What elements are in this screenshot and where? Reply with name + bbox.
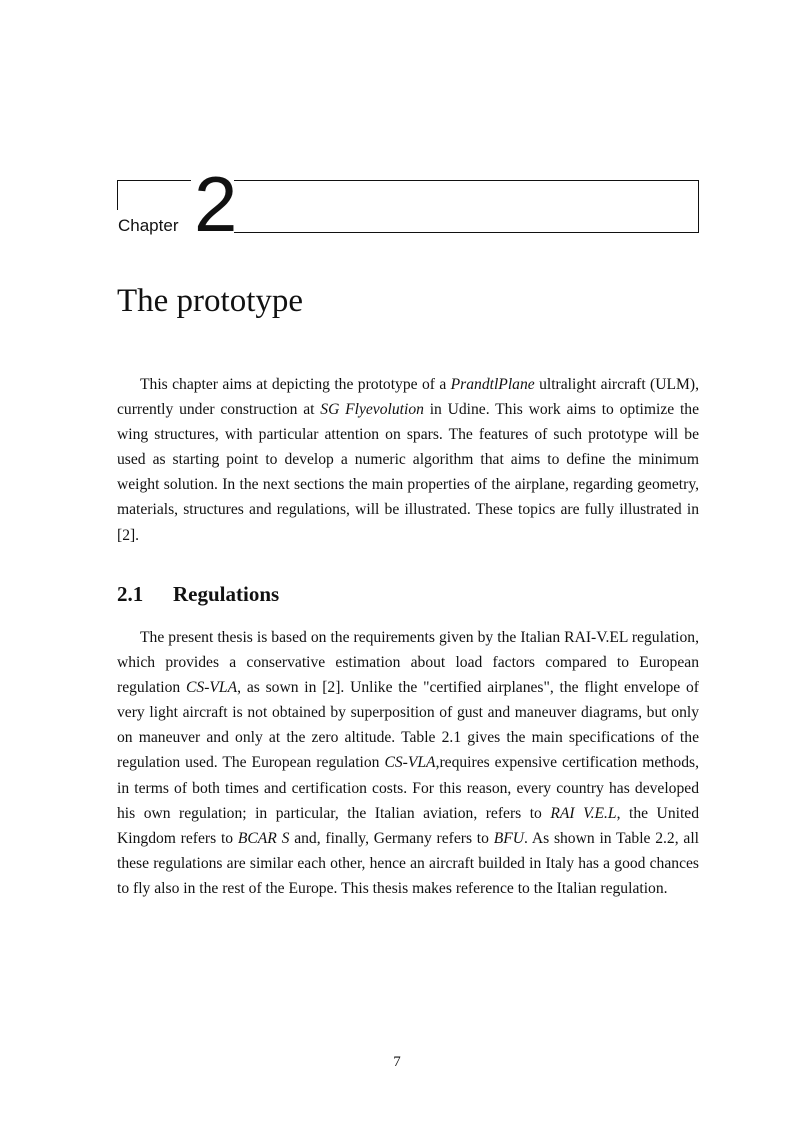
page-number: 7 (393, 1054, 401, 1070)
chapter-title: The prototype (117, 283, 304, 319)
intro-paragraph: This chapter aims at depicting the prototype of a PrandtlPlane ultralight aircraft (ULM), currently under construction at SG Flyevolution in Udine. This work aims to optimize the wing structures, with particular attention on spars. The features of such prototype will be used as starting point to develop a numeric algorithm that aims to define the minimum weight solution. In the next sections the main properties of the airplane, regarding geometry, materials, structures and regulations, will be illustrated. These topics are fully illustrated in [2]. (117, 376, 699, 544)
chapter-box-border (117, 180, 191, 181)
section-title: Regulations (173, 582, 280, 606)
section-heading (117, 580, 279, 608)
chapter-box-border (698, 180, 699, 232)
chapter-box-border (117, 180, 118, 210)
chapter-label: Chapter (118, 216, 179, 235)
chapter-heading-box (117, 160, 699, 248)
section-number: 2.1 (117, 582, 144, 606)
chapter-box-border (234, 180, 699, 181)
regulations-paragraph: The present thesis is based on the requirements given by the Italian RAI-V.EL regulation, which provides a conservative estimation about load factors compared to European regulation CS-VLA, as sown in [2]. Unlike the "certified airplanes", the flight envelope of very light aircraft is not obtained by superposition of gust and maneuver diagrams, but only on maneuver and only at the zero altitude. Table 2.1 gives the main specifications of the regulation used. The European regulation CS-VLA,requires expensive certification methods, in terms of both times and certification costs. For this reason, every country has developed his own regulation; in particular, the Italian aviation, refers to RAI V.E.L, the United Kingdom refers to BCAR S and, finally, Germany refers to BFU. As shown in Table 2.2, all these regulations are similar each other, hence an aircraft builded in Italy has a good chances to fly also in the rest of the Europe. This thesis makes reference to the Italian regulation. (117, 629, 700, 897)
chapter-box-border (234, 232, 699, 233)
chapter-number: 2 (194, 160, 236, 248)
